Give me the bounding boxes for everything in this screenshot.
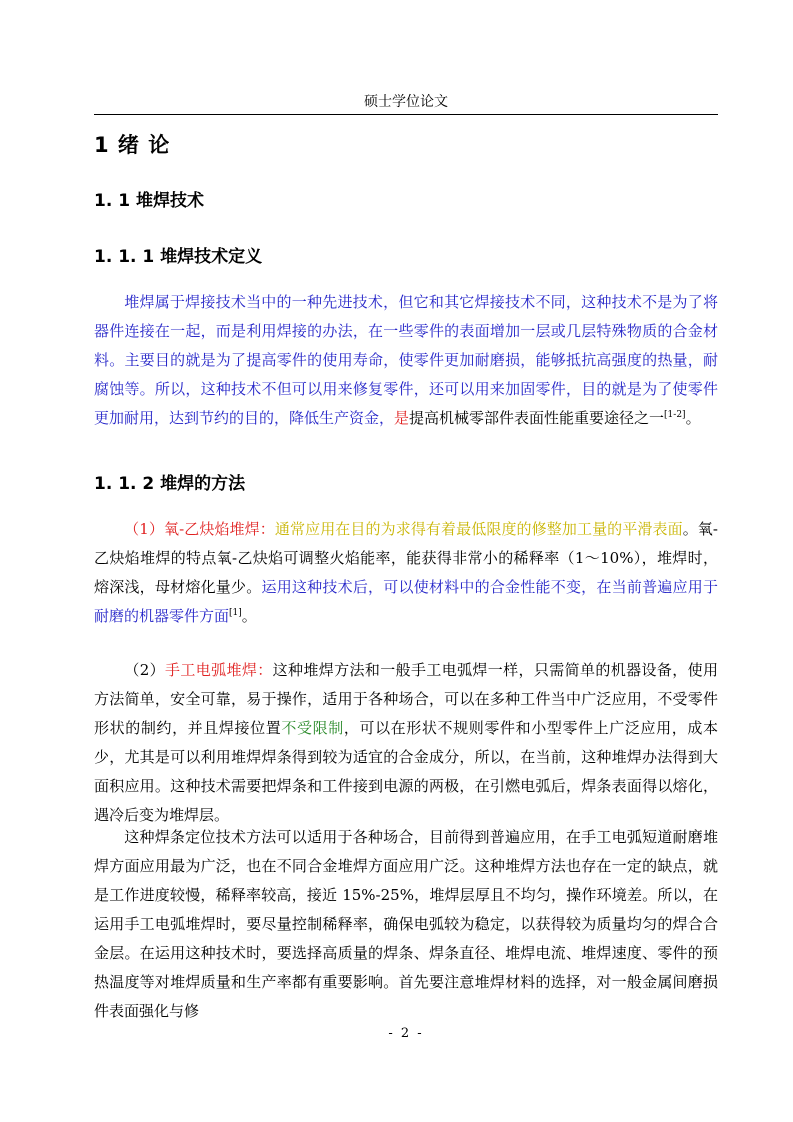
page-number: - 2 - [388, 1026, 424, 1041]
method-1-highlight: 通常应用在目的为求得有着最低限度的修整加工量的平滑表面 [274, 520, 683, 538]
method-2-text-cont: ，可以在形状不规则零件和小型零件上广泛应用，成本少，尤其是可以利用堆焊焊条得到较为适宜的合金成分，所以，在当前，这种堆焊办法得到大面积应用。这种技术需要把焊条和工件接到电源的两极，在引燃电弧后，焊条表面得以熔化，遇冷后变为堆焊层。 [94, 719, 718, 824]
method-2-number: （2） [124, 661, 166, 679]
method-2-text: 这种堆焊方法和一般手工电弧焊一样，只需简单的机器设备，使用方法简单，安全可靠，易于操作，适用于各种场合，可以在多种工件当中广泛应用，不受零件形状的制约，并且焊接位置 [94, 661, 718, 737]
method-1-period: 。 [241, 607, 257, 625]
definition-highlight: 是 [394, 409, 410, 427]
running-header: 硕士学位论文 [364, 94, 448, 110]
method-2-paragraph-2: 这种焊条定位技术方法可以适用于各种场合，目前得到普遍应用，在手工电弧短道耐磨堆焊方面应用最为广泛，也在不同合金堆焊方面应用广泛。这种堆焊方法也存在一定的缺点，就是工作进度较慢，稀释率较高，接近 15%-25%，堆焊层厚且不均匀，操作环境差。所以，在运用手工电弧堆焊时，要尽量控制稀释率，确保电弧较为稳定，以获得较为质量均匀的焊合合金层。在运用这种技术时，要选择高质量的焊条、焊条直径、堆焊电流、堆焊速度、零件的预热温度等对堆焊质量和生产率都有重要影响。首先要注意堆焊材料的选择，对一般金属间磨损件表面强化与修 [94, 828, 718, 1020]
paragraph-definition [94, 288, 718, 433]
section-heading-1-1: 1. 1 堆焊技术 [94, 191, 204, 211]
section-heading-1-1-1: 1. 1. 1 堆焊技术定义 [94, 247, 263, 267]
definition-period: 。 [685, 409, 701, 427]
method-1-label: （1）氧-乙炔焰堆焊： [124, 520, 275, 538]
method-2-label: 手工电弧堆焊： [165, 661, 273, 679]
paragraph-method-1 [94, 515, 718, 631]
citation: [1-2] [664, 410, 686, 420]
citation: [1] [229, 608, 242, 618]
definition-text-end: 提高机械零部件表面性能重要途径之一 [409, 409, 665, 427]
paragraph-method-2-cont [94, 823, 718, 1026]
method-1-text: 。氧-乙炔焰堆焊的特点氧-乙炔焰可调整火焰能率，能获得非常小的稀释率（1～10%），堆焊时，熔深浅，母材熔化量少。 [94, 520, 718, 596]
definition-text: 堆焊属于焊接技术当中的一种先进技术，但它和其它焊接技术不同，这种技术不是为了将器件连接在一起，而是利用焊接的办法，在一些零件的表面增加一层或几层特殊物质的合金材料。主要目的就是为了提高零件的使用寿命，使零件更加耐磨损，能够抵抗高强度的热量，耐腐蚀等。所以，这种技术不但可以用来修复零件，还可以用来加固零件，目的就是为了使零件更加耐用，达到节约的目的，降低生产资金， [94, 293, 718, 427]
chapter-title: 1 绪 论 [94, 133, 171, 157]
section-heading-1-1-2: 1. 1. 2 堆焊的方法 [94, 474, 246, 494]
method-1-text-blue: 运用这种技术后，可以使材料中的合金性能不变，在当前普遍应用于耐磨的机器零件方面 [94, 578, 718, 625]
method-2-highlight: 不受限制 [281, 719, 344, 737]
header-rule [94, 114, 718, 115]
paragraph-method-2 [94, 656, 718, 830]
